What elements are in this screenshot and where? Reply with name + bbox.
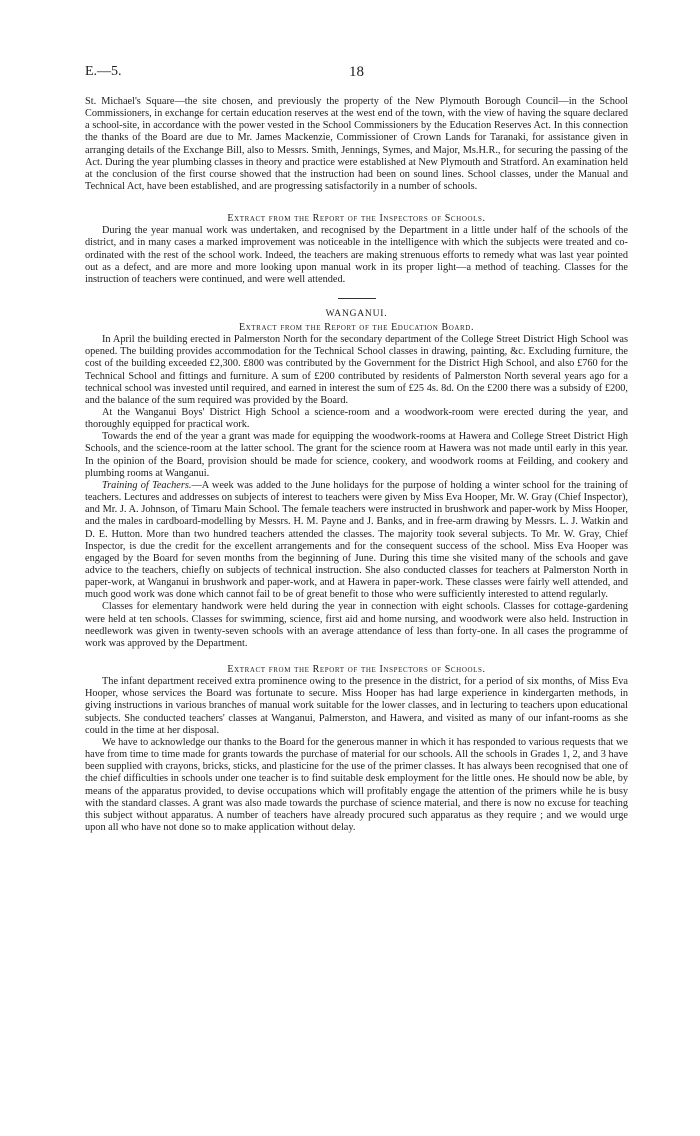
paragraph-grants-material: We have to acknowledge our thanks to the Board for the generous manner in which it has responded to various requests that we have from time to time made for grants towards the purchase of material for our schools. All the schools in Grades 1, 2, and 3 have been supplied with crayons, bricks, sticks, and plasticine for the use of the primer classes. It has always been recognised that one of the chief difficulties in schools under one teacher is to find suitable desk employment for the little ones. He should now be able, by means of the apparatus provided, to devise occupations which will profitably engage the attention of the primers while he is busy with the standard classes. A grant was also made towards the purchase of science material, and there is now no excuse for teaching this subject without apparatus. A number of teachers have already procured such apparatus as they require ; and we would urge upon all who have not done so to make application without delay. xyxy=(85,736,628,833)
section-divider xyxy=(338,298,376,299)
training-of-teachers-text: —A week was added to the June holidays for the purpose of holding a winter school for the training of teachers. Lectures and addresses on subjects of interest to teachers were given by Miss Eva Hooper, Mr. W. Gray (Chief Inspector), and Mr. J. A. Johnson, of Timaru Main School. The female teachers were instructed in brushwork and paper-work by Miss Hooper, and the males in cardboard-modelling by Messrs. H. M. Payne and J. Banks, and in free-arm drawing by Messrs. L. J. Watkin and D. E. Hutton. More than two hundred teachers attended the classes. The majority took several subjects. To Mr. W. Gray, Chief Inspector, is due the credit for the excellent arrangements and for the consequent success of the school. Miss Eva Hooper was engaged by the Board for seven months from the beginning of June. During this time she visited many of the schools and gave advice to the teachers, chiefly on subjects of technical instruction. She also conducted classes for teachers at Palmerston North in paper-work, at Wanganui in brushwork and paper-work, and at Hawera in paper-work. These classes were fairly well attended, and much good work was done which cannot fail to be of great benefit to those who were sufficiently interested to attend regularly. xyxy=(85,479,628,601)
paragraph-elementary-handwork: Classes for elementary handwork were held during the year in connection with eight schools. Classes for cottage-gardening were held at ten schools. Classes for swimming, science, first aid and home nursing, and woodwork were also held. Instruction in needlework was given in twenty-seven schools with an average attendance of less than forty-one. In all cases the programme of work was approved by the Department. xyxy=(85,601,628,649)
paragraph-infant-department: The infant department received extra prominence owing to the presence in the district, for a period of six months, of Miss Eva Hooper, whose services the Board was fortunate to secure. Miss Hooper has had large experience in kindergarten methods, in giving instructions in various branches of manual work suitable for the lower classes, and in lecturing to teachers upon educational subjects. She conducted teachers' classes at Wanganui, Palmerston, and Hawera, and visited as many of our infant-rooms as she could in the time at her disposal. xyxy=(85,676,628,736)
paragraph-woodwork-grant: Towards the end of the year a grant was made for equipping the woodwork-rooms at Hawera and College Street District High Schools, and the science-room at the latter school. The grant for the science room at Hawera was not made until early in this year. In the opinion of the Board, provision should be made for science, cookery, and woodwork rooms at Feilding, and cookery and plumbing rooms at Wanganui. xyxy=(85,431,628,479)
section-heading-inspectors-wanganui: Extract from the Report of the Inspectors of Schools. xyxy=(227,664,486,676)
paragraph-palmerston-building: In April the building erected in Palmerston North for the secondary department of the College Street District High School was opened. The building provides accommodation for the Technical School classes in drawing, painting, &c. Excluding furniture, the cost of the building exceeded £2,300. £800 was contributed by the Government for the District High School, and also £760 for the Technical School and fittings and furniture. A sum of £200 contributed by residents of Palmerston North several years ago for a technical school was invested until required, and earned in interest the sum of £25 4s. 8d. On the £200 there was a subsidy of £200, and the balance of the sum required was provided by the Board. xyxy=(85,334,628,406)
paragraph-training-of-teachers xyxy=(85,480,628,602)
paragraph-boys-high-school: At the Wanganui Boys' District High School a science-room and a woodwork-room were erected during the year, and thoroughly equipped for practical work. xyxy=(85,406,628,431)
page-header xyxy=(85,64,628,84)
training-of-teachers-title: Training of Teachers. xyxy=(102,479,192,491)
document-code: E.—5. xyxy=(85,64,122,79)
district-heading-wanganui: WANGANUI. xyxy=(325,309,388,320)
section-heading-education-board: Extract from the Report of the Education Board. xyxy=(238,322,475,334)
page-number: 18 xyxy=(349,64,364,80)
paragraph-manual-work: During the year manual work was undertaken, and recognised by the Department in a little under half of the schools of the district, and in many cases a marked improvement was noticeable in the intelligence with which the subjects were treated and co-ordinated with the rest of the school work. Indeed, the teachers are making strenuous efforts to remedy what was last year pointed out as a defect, and are more and more looking upon manual work in its proper light—a method of teaching. Classes for the instruction of teachers were continued, and were well attended. xyxy=(85,225,628,285)
page-body xyxy=(85,96,628,834)
paragraph-intro: St. Michael's Square—the site chosen, and previously the property of the New Plymouth Borough Council—in the School Commissioners, in exchange for certain education reserves at the west end of the town, with the view of having the square declared a school-site, in accordance with the power vested in the School Commissioners by the Education Reserves Act. In this connection the thanks of the Board are due to Mr. James Mackenzie, Commissioner of Crown Lands for Taranaki, for assistance given in arranging details of the Exchange Bill, also to Messrs. Smith, Jennings, Symes, and Major, Ms.H.R., for securing the passing of the Act. During the year plumbing classes in theory and practice were established at New Plymouth and Stratford. An examination held at the conclusion of the first course showed that the instruction had been on sound lines. School classes, under the Manual and Technical Act, have been established, and are progressing satisfactorily in a number of schools. xyxy=(85,96,629,193)
section-heading-inspectors-taranaki: Extract from the Report of the Inspectors of Schools. xyxy=(227,213,486,225)
